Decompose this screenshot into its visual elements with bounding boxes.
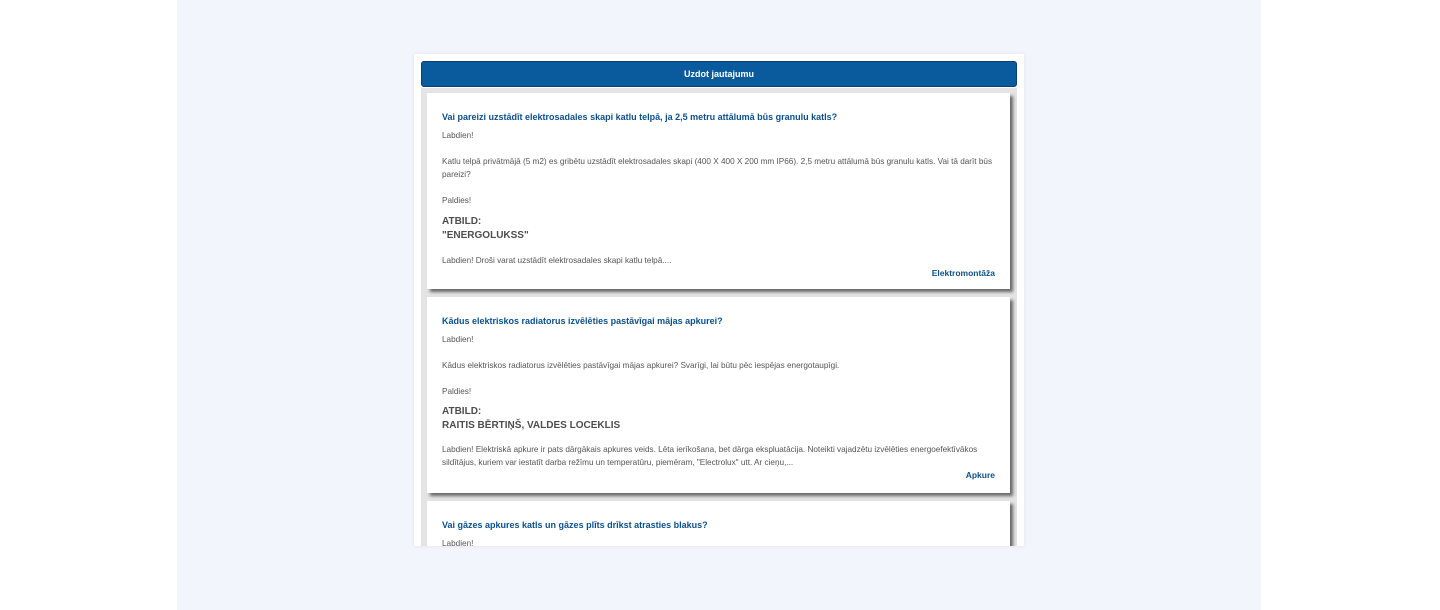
answer-excerpt: Labdien! Elektriskā apkure ir pats dārgākais apkures veids. Lēta ierīkošana, bet dārga ekspluatācija. Noteikti vajadzētu izvēlēties energoefektīvākos sildītājus, kuriem var iestatīt darba režīmu un temperatūru, piemēram, "Electrolux" utt. Ar cieņu,... — [442, 445, 978, 467]
question-paragraph: Labdien! — [442, 131, 474, 140]
question-paragraph: Labdien! — [442, 335, 474, 344]
question-body — [442, 129, 997, 220]
question-paragraph: Paldies! — [442, 387, 472, 396]
answer-excerpt: Labdien! Droši varat uzstādīt elektrosadales skapi katlu telpā.... — [442, 256, 672, 265]
question-card — [427, 501, 1010, 546]
question-card — [427, 297, 1010, 493]
qa-widget — [414, 54, 1024, 546]
category-link[interactable]: Apkure — [965, 470, 995, 480]
answerer-name: "ENERGOLUKSS" — [442, 230, 529, 241]
question-list[interactable] — [421, 88, 1017, 546]
question-paragraph: Paldies! — [442, 196, 472, 205]
answer-label: ATBILD: — [442, 216, 482, 227]
answerer-name: RAITIS BĒRTIŅŠ, VALDES LOCEKLIS — [442, 420, 621, 431]
question-title-link[interactable]: Vai gāzes apkures katls un gāzes plīts drīkst atrasties blakus? — [442, 520, 708, 530]
question-body — [442, 333, 997, 411]
question-paragraph: Kādus elektriskos radiatorus izvēlēties pastāvīgai mājas apkurei? Svarīgi, lai būtu pēc iespējas energotaupīgi. — [442, 361, 840, 370]
question-card — [427, 93, 1010, 289]
answer-header — [442, 405, 620, 433]
answer-label: ATBILD: — [442, 406, 482, 417]
ask-question-button[interactable]: Uzdot jautajumu — [421, 61, 1017, 87]
question-title-link[interactable]: Kādus elektriskos radiatorus izvēlēties pastāvīgai mājas apkurei? — [442, 316, 723, 326]
category-link[interactable]: Elektromontāža — [931, 268, 995, 278]
question-title-link[interactable]: Vai pareizi uzstādīt elektrosadales skapi katlu telpā, ja 2,5 metru attālumā būs granulu katls? — [442, 112, 838, 122]
question-body — [442, 537, 997, 546]
question-paragraph: Labdien! — [442, 539, 474, 546]
question-paragraph: Katlu telpā privātmājā (5 m2) es gribētu uzstādīt elektrosadales skapi (400 X 400 X 200 mm IP66). 2,5 metru attālumā būs granulu katls. Vai tā darīt būs pareizi? — [442, 157, 993, 179]
answer-header — [442, 215, 529, 243]
